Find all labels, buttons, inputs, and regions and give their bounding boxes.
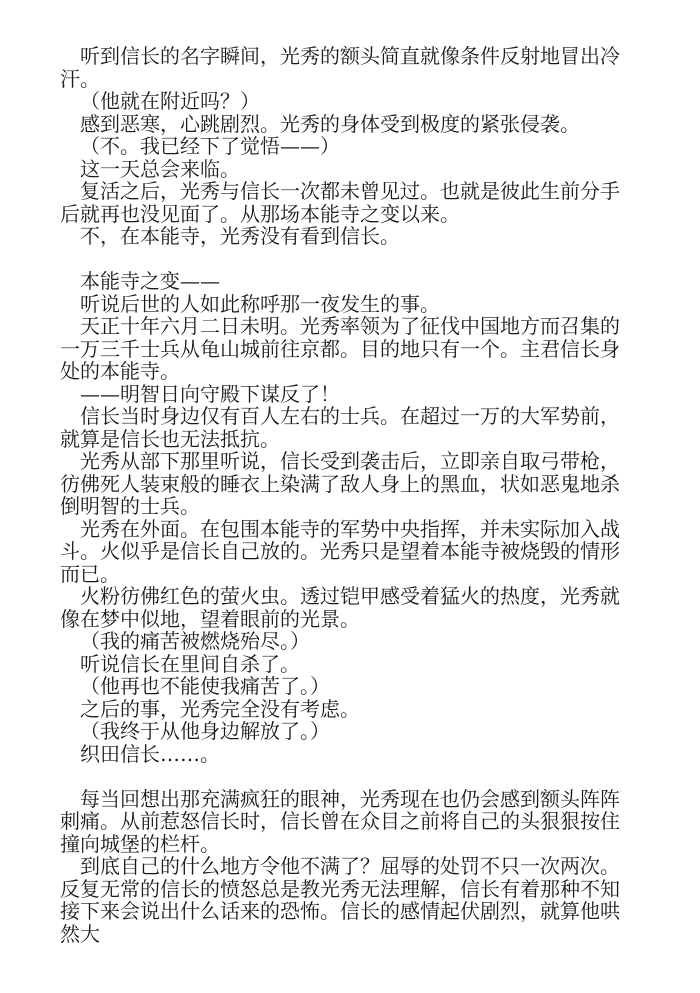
paragraph: 感到恶寒，心跳剧烈。光秀的身体受到极度的紧张侵袭。 bbox=[80, 111, 580, 136]
paragraph: 这一天总会来临。 bbox=[80, 156, 240, 181]
paragraph: 听说后世的人如此称呼那一夜发生的事。 bbox=[80, 291, 440, 316]
paragraph: （我终于从他身边解放了。） bbox=[80, 719, 330, 743]
blank-line bbox=[60, 248, 635, 271]
paragraph: 到底自己的什么地方令他不满了？屈辱的处罚不只一次两次。反复无常的信长的愤怒总是教光秀无法理解，信长有着那种不知接下来会说出什么话来的恐怖。信长的感情起伏剧烈，就算他哄然大 bbox=[60, 854, 620, 946]
document-page bbox=[60, 45, 635, 945]
paragraph: 听到信长的名字瞬间，光秀的额头简直就像条件反射地冒出冷汗。 bbox=[60, 44, 620, 91]
paragraph: 之后的事，光秀完全没有考虑。 bbox=[80, 696, 360, 721]
paragraph: 天正十年六月二日未明。光秀率领为了征伐中国地方而召集的一万三千士兵从龟山城前往京都。目的地只有一个。主君信长身处的本能寺。 bbox=[60, 314, 620, 383]
paragraph: ——明智日向守殿下谋反了！ bbox=[80, 381, 340, 406]
paragraph: （他就在附近吗？） bbox=[80, 89, 260, 113]
paragraph: 火粉彷佛红色的萤火虫。透过铠甲感受着猛火的热度，光秀就像在梦中似地，望着眼前的光景。 bbox=[60, 584, 620, 631]
blank-line bbox=[60, 765, 635, 788]
paragraph: 信长当时身边仅有百人左右的士兵。在超过一万的大军势前，就算是信长也无法抵抗。 bbox=[60, 404, 620, 451]
paragraph: （我的痛苦被燃烧殆尽。） bbox=[80, 629, 310, 653]
paragraph: 复活之后，光秀与信长一次都未曾见过。也就是彼此生前分手后就再也没见面了。从那场本能寺之变以来。 bbox=[60, 179, 620, 226]
paragraph: 听说信长在里间自杀了。 bbox=[80, 651, 300, 676]
paragraph: 每当回想出那充满疯狂的眼神，光秀现在也仍会感到额头阵阵刺痛。从前惹怒信长时，信长曾在众目之前将自己的头狠狠按住撞向城堡的栏杆。 bbox=[60, 786, 620, 856]
paragraph: （他再也不能使我痛苦了。） bbox=[80, 674, 330, 698]
paragraph: 光秀从部下那里听说，信长受到袭击后，立即亲自取弓带枪，彷佛死人装束般的睡衣上染满了敌人身上的黑血，状如恶鬼地杀倒明智的士兵。 bbox=[60, 449, 620, 518]
paragraph: 光秀在外面。在包围本能寺的军势中央指挥，并未实际加入战斗。火似乎是信长自己放的。光秀只是望着本能寺被烧毁的情形而已。 bbox=[60, 516, 620, 586]
paragraph: 织田信长……。 bbox=[80, 741, 220, 766]
paragraph: （不。我已经下了觉悟——） bbox=[80, 134, 340, 158]
paragraph: 不，在本能寺，光秀没有看到信长。 bbox=[80, 224, 400, 248]
section-heading: 本能寺之变—— bbox=[80, 269, 220, 293]
